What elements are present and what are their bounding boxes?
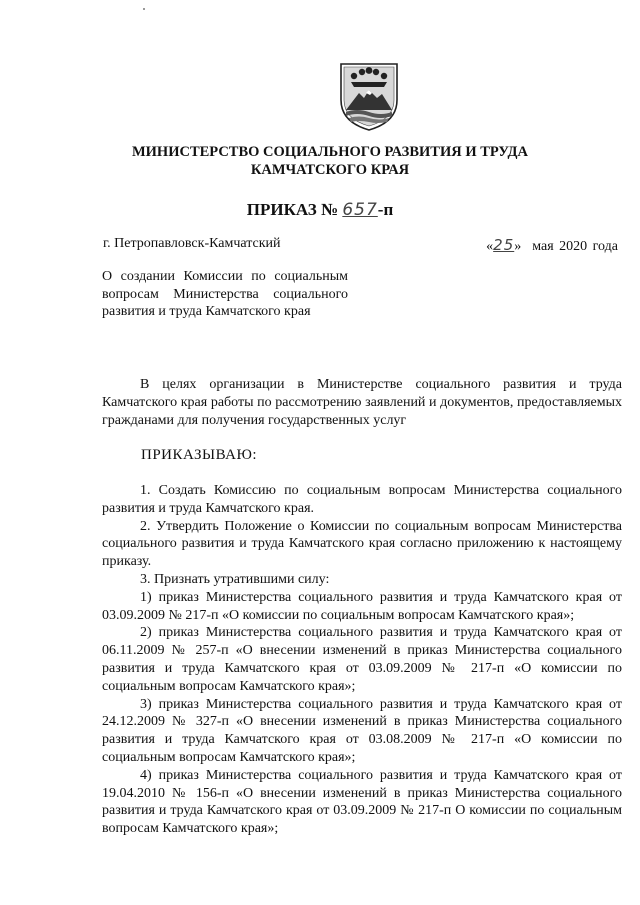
order-items <box>102 482 622 838</box>
list-item: 2) приказ Министерства социального развития и труда Камчатского края от 06.11.2009 № 257-п «О внесении изменений в приказ Министерства социального развития и труда Камчатского края от 03.09.2009 № 217-п «О комиссии по социальным вопросам Камчатского края»; <box>102 625 622 694</box>
date-open-quote: « <box>486 239 494 254</box>
kamchatka-coat-of-arms-icon <box>337 60 401 132</box>
list-item: 3. Признать утратившими силу: <box>140 571 330 587</box>
preamble-block <box>102 376 622 429</box>
ministry-line-1: МИНИСТЕРСТВО СОЦИАЛЬНОГО РАЗВИТИЯ И ТРУДА <box>131 144 529 160</box>
order-prefix: ПРИКАЗ № <box>246 200 339 219</box>
list-item: 1. Создать Комиссию по социальным вопросам Министерства социального развития и труда Камчатского края. <box>102 483 622 516</box>
date-close-quote: » <box>514 239 522 254</box>
city: г. Петропавловск-Камчатский <box>103 236 281 251</box>
list-item: 3) приказ Министерства социального развития и труда Камчатского края от 24.12.2009 № 327-п «О внесении изменений в приказ Министерства социального развития и труда Камчатского края от 03.08.2009 № 217-п «О комиссии по социальным вопросам Камчатского края»; <box>102 696 622 765</box>
ministry-title <box>80 143 580 179</box>
date-month-year: мая 2020 года <box>532 239 618 254</box>
list-item: 4) приказ Министерства социального развития и труда Камчатского края от 19.04.2010 № 156-п «О внесении изменений в приказ Министерства социального развития и труда Камчатского края от 03.09.2009 № 217-п О комиссии по социальным вопросам Камчатского края»; <box>102 767 622 837</box>
order-subject: О создании Комиссии по социальным вопросам Министерства социального развития и труда Камчатского края <box>102 269 348 320</box>
scan-speck <box>143 8 145 10</box>
date-day: 25 <box>493 236 515 254</box>
order-number: 657 <box>342 200 378 220</box>
list-item: 1) приказ Министерства социального развития и труда Камчатского края от 03.09.2009 № 217-п «О комиссии по социальным вопросам Камчатского края»; <box>102 589 622 623</box>
preamble: В целях организации в Министерстве социального развития и труда Камчатского края работы по рассмотрению заявлений и документов, предоставляемых гражданами для получения государственных услуг <box>102 377 622 428</box>
order-suffix: -п <box>377 200 394 219</box>
list-item: 2. Утвердить Положение о Комиссии по социальным вопросам Министерства социального развития и труда Камчатского края согласно приложению к настоящему приказу. <box>102 518 622 570</box>
order-title <box>0 199 640 221</box>
prikazyvayu-heading: ПРИКАЗЫВАЮ: <box>141 447 258 463</box>
order-date <box>486 236 618 255</box>
ministry-line-2: КАМЧАТСКОГО КРАЯ <box>250 162 410 178</box>
